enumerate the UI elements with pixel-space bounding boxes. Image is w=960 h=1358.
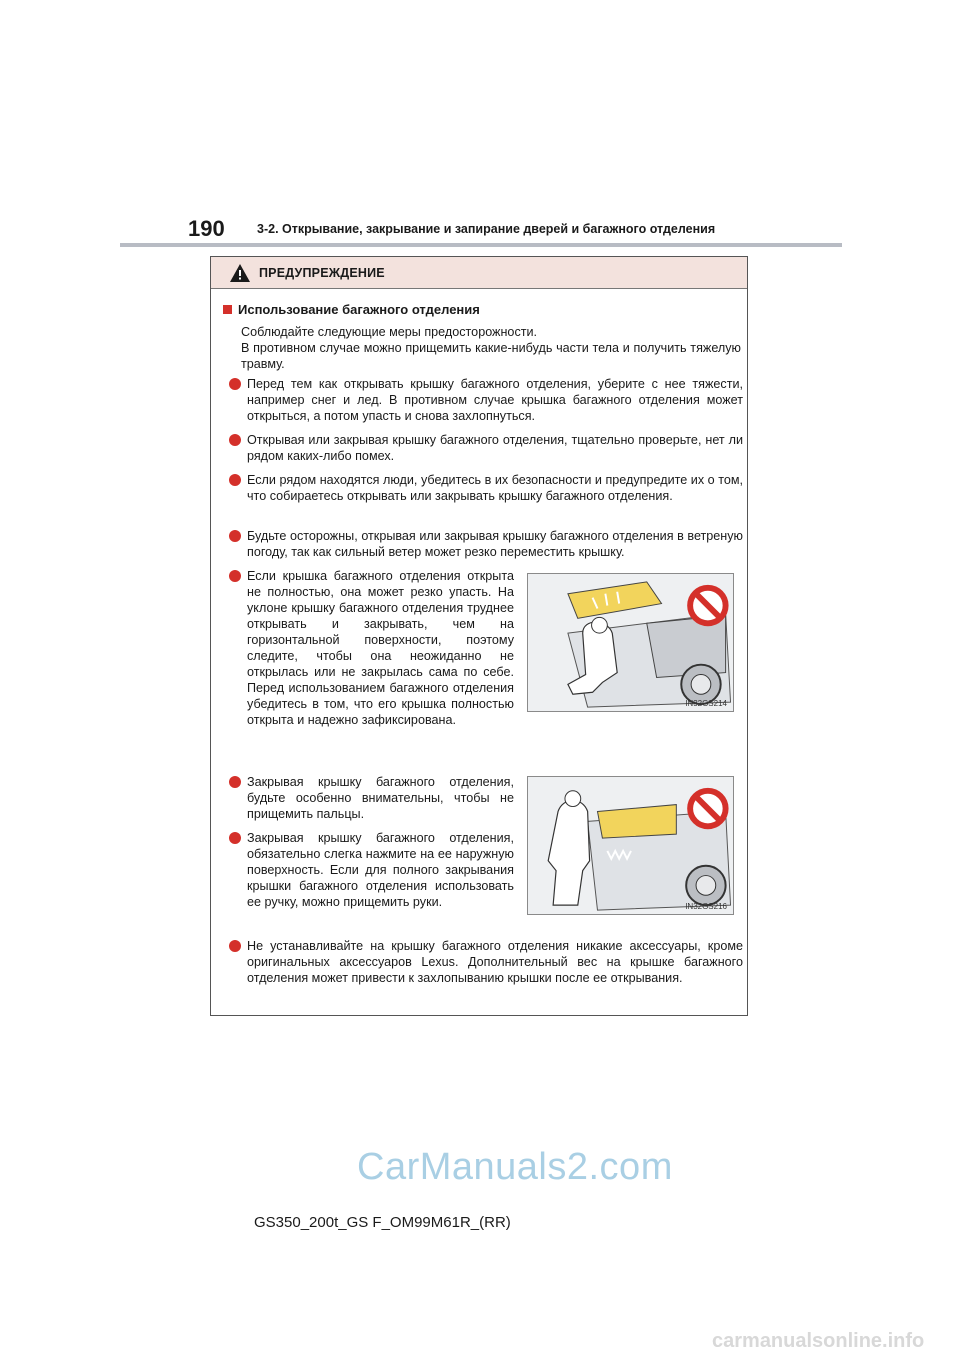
bullet-text: Если крышка багажного отделения открыта не полностью, она может резко упасть. На уклоне крышку багажного отделения труднее открывать и закрывать, чем на горизонтальной поверхности, поэтому следите, чтобы она неожиданно не открылась или не закрылась сама по себе. Перед использованием багажного отделения убедитесь в том, что его крышка полностью открыта и надежно зафиксирована. xyxy=(247,569,514,727)
bullet-item xyxy=(229,830,514,910)
bullet-text: Закрывая крышку багажного отделения, будьте особенно внимательны, чтобы не прищемить пальцы. xyxy=(247,775,514,821)
trunk-falling-drawing xyxy=(528,574,733,711)
warning-box xyxy=(210,256,748,1016)
bullet-item xyxy=(229,432,743,464)
bullet-text: Открывая или закрывая крышку багажного отделения, тщательно проверьте, нет ли рядом каких-либо помех. xyxy=(247,433,743,463)
section-heading xyxy=(223,302,480,317)
watermark-text: CarManuals2.com xyxy=(357,1146,673,1188)
bullet-dot-icon xyxy=(229,570,241,582)
bullet-text: Если рядом находятся люди, убедитесь в их безопасности и предупредите их о том, что собираетесь открывать или закрывать крышку багажного отделения. xyxy=(247,473,743,503)
warning-header xyxy=(211,257,747,289)
bullet-dot-icon xyxy=(229,530,241,542)
bullet-dot-icon xyxy=(229,832,241,844)
running-header: 3-2. Открывание, закрывание и запирание дверей и багажного отделения xyxy=(257,222,716,236)
header-rule xyxy=(120,243,842,247)
bullet-dot-icon xyxy=(229,434,241,446)
figure-code: IN32GS216 xyxy=(685,902,727,911)
bullet-dot-icon xyxy=(229,776,241,788)
bullet-dot-icon xyxy=(229,378,241,390)
trunk-lid-falling-illustration xyxy=(527,573,734,712)
watermark-right-text: carmanualsonline.info xyxy=(712,1330,925,1352)
bullet-text: Будьте осторожны, открывая или закрывая крышку багажного отделения в ветреную погоду, так как сильный ветер может резко переместить крышку. xyxy=(247,529,743,559)
figure-code: IN32GS214 xyxy=(685,699,727,708)
intro-line-2: В противном случае можно прищемить какие-нибудь части тела и получить тяжелую травму. xyxy=(241,341,741,371)
bullet-item xyxy=(229,528,743,560)
bullet-item xyxy=(229,938,743,986)
bullet-item xyxy=(229,376,743,424)
trunk-pinch-drawing xyxy=(528,777,733,914)
red-square-icon xyxy=(223,305,232,314)
intro-line-1: Соблюдайте следующие меры предосторожности. xyxy=(241,325,538,339)
page-number: 190 xyxy=(188,216,225,241)
bullet-item xyxy=(229,472,743,504)
bullet-item xyxy=(229,568,514,728)
warning-triangle-icon xyxy=(229,263,251,283)
trunk-pinched-fingers-illustration xyxy=(527,776,734,915)
warning-title: ПРЕДУПРЕЖДЕНИЕ xyxy=(259,265,385,280)
bullet-dot-icon xyxy=(229,474,241,486)
bullet-item xyxy=(229,774,514,822)
intro-text xyxy=(241,324,741,372)
bullet-text: Закрывая крышку багажного отделения, обязательно слегка нажмите на ее наружную поверхность. Если для полного закрывания крышки багажного отделения использовать ее ручку, можно прищемить руки. xyxy=(247,831,514,909)
bullet-dot-icon xyxy=(229,940,241,952)
section-heading-text: Использование багажного отделения xyxy=(238,302,480,317)
manual-code: GS350_200t_GS F_OM99M61R_(RR) xyxy=(254,1214,511,1231)
bullet-text: Перед тем как открывать крышку багажного отделения, уберите с нее тяжести, например снег и лед. В противном случае крышка багажного отделения может открыться, а потом упасть и снова захлопнуться. xyxy=(247,377,743,423)
bullet-text: Не устанавливайте на крышку багажного отделения никакие аксессуары, кроме оригинальных аксессуаров Lexus. Дополнительный вес на крышке багажного отделения может привести к захлопыванию крышки после ее открывания. xyxy=(247,939,743,985)
